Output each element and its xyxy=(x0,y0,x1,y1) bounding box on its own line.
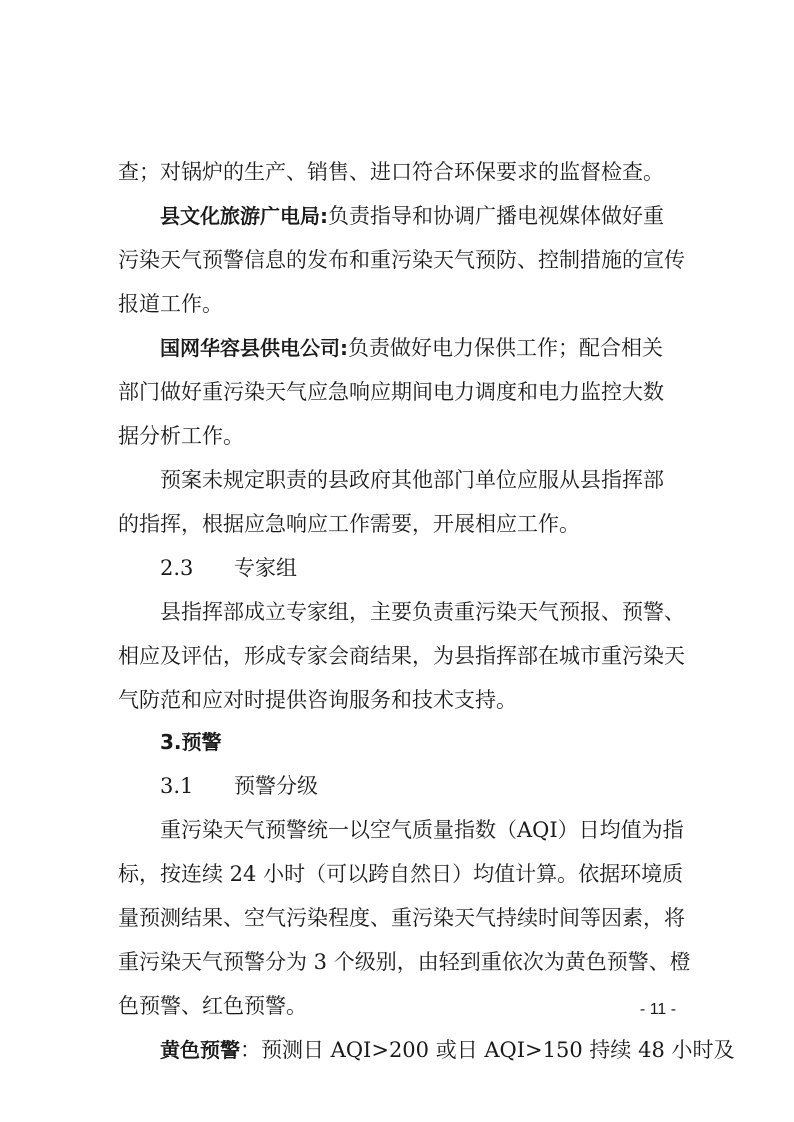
paragraph-line xyxy=(118,854,684,894)
text-run: 县指挥部成立专家组，主要负责重污染天气预报、预警、 xyxy=(160,600,685,624)
paragraph-line xyxy=(118,504,678,544)
section-title: 预警分级 xyxy=(234,774,318,798)
paragraph-line xyxy=(118,240,685,280)
text-run: 量预测结果、空气污染程度、重污染天气持续时间等因素，将 xyxy=(118,906,685,930)
section-heading-2-3 xyxy=(160,548,680,588)
text-run: ：预测日 AQI>200 或日 AQI>150 持续 48 小时及 xyxy=(240,1038,735,1062)
text-run: 重污染天气预警统一以空气质量指数（AQI）日均值为指 xyxy=(160,818,684,842)
text-run: 查；对锅炉的生产、销售、进口符合环保要求的监督检查。 xyxy=(118,160,664,184)
section-number: 3.1 xyxy=(160,774,194,798)
section-number: 2.3 xyxy=(160,556,194,580)
text-run: 色预警、红色预警。 xyxy=(118,994,307,1018)
paragraph-line xyxy=(118,636,685,676)
text-run: 重污染天气预警分为 3 个级别，由轻到重依次为黄色预警、橙 xyxy=(118,950,691,974)
paragraph-line xyxy=(118,942,691,982)
paragraph-line xyxy=(118,416,678,456)
text-run: 预案未规定职责的县政府其他部门单位应服从县指挥部 xyxy=(160,468,664,492)
text-run: 报道工作。 xyxy=(118,292,223,316)
paragraph-line xyxy=(118,152,678,192)
text-run: 的指挥，根据应急响应工作需要，开展相应工作。 xyxy=(118,512,580,536)
department-label: 县文化旅游广电局: xyxy=(160,204,328,228)
section-title: 专家组 xyxy=(234,556,297,580)
section-title: 3.预警 xyxy=(160,730,222,754)
text-run: 气防范和应对时提供咨询服务和技术支持。 xyxy=(118,688,517,712)
text-run: 负责指导和协调广播电视媒体做好重 xyxy=(328,204,664,228)
text-run: 部门做好重污染天气应急响应期间电力调度和电力监控大数 xyxy=(118,380,664,404)
paragraph-line xyxy=(118,372,678,412)
paragraph-line xyxy=(160,196,680,236)
warning-level-label: 黄色预警 xyxy=(160,1038,240,1062)
paragraph-line xyxy=(160,1030,735,1070)
paragraph-line xyxy=(160,460,680,500)
page-number: - 11 - xyxy=(639,1001,677,1018)
paragraph-line xyxy=(160,810,684,850)
paragraph-line xyxy=(118,284,678,324)
department-label: 国网华容县供电公司: xyxy=(160,336,348,360)
text-run: 据分析工作。 xyxy=(118,424,244,448)
text-run: 标，按连续 24 小时（可以跨自然日）均值计算。依据环境质 xyxy=(118,862,684,886)
paragraph-line xyxy=(160,592,685,632)
section-heading-3-1 xyxy=(160,766,680,806)
text-run: 相应及评估，形成专家会商结果，为县指挥部在城市重污染天 xyxy=(118,644,685,668)
paragraph-line xyxy=(118,680,678,720)
paragraph-line xyxy=(118,898,685,938)
section-heading-3 xyxy=(160,722,680,762)
text-run: 污染天气预警信息的发布和重污染天气预防、控制措施的宣传 xyxy=(118,248,685,272)
paragraph-line xyxy=(118,986,678,1026)
text-run: 负责做好电力保供工作；配合相关 xyxy=(348,336,663,360)
paragraph-line xyxy=(160,328,680,368)
